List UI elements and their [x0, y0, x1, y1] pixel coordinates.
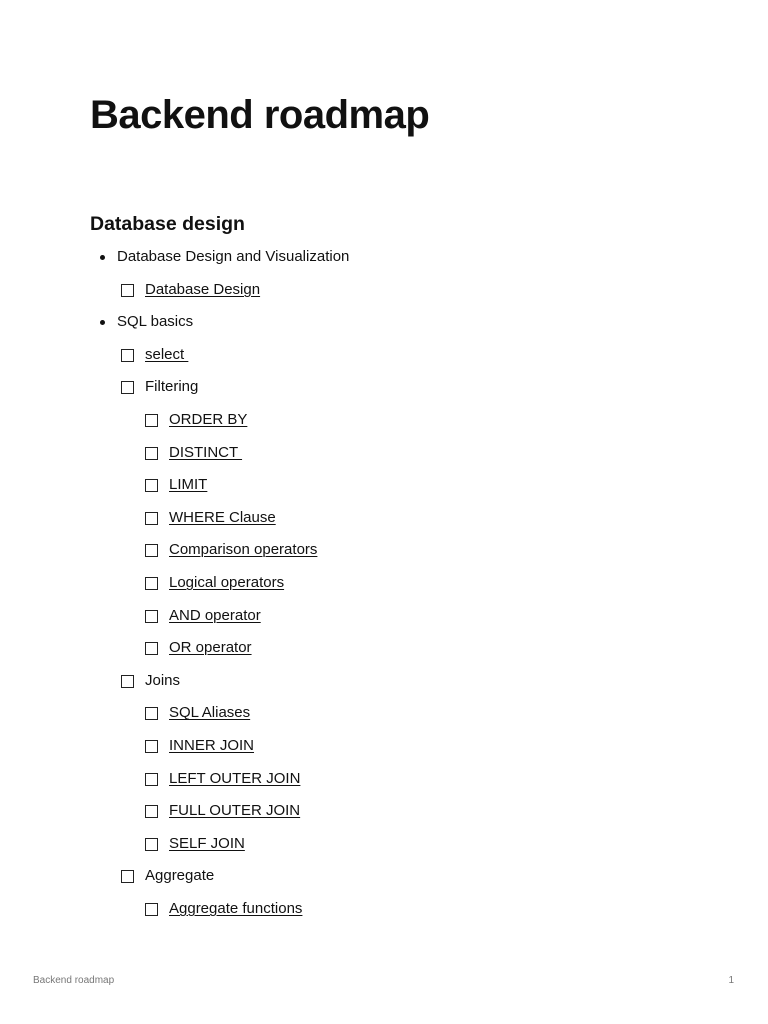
todo-item: [0, 734, 768, 758]
todo-item: [0, 441, 768, 465]
item-link[interactable]: DISTINCT: [169, 443, 243, 461]
item-link[interactable]: AND operator: [169, 606, 261, 624]
item-link[interactable]: FULL OUTER JOIN: [169, 802, 301, 820]
item-link[interactable]: ORDER BY: [169, 411, 248, 428]
page-title: Backend roadmap: [90, 93, 430, 137]
todo-checkbox[interactable]: [121, 675, 134, 688]
todo-item: [0, 864, 768, 888]
todo-item: [0, 897, 768, 921]
todo-item: [0, 799, 768, 823]
item-link[interactable]: select: [145, 345, 189, 363]
bullet-dot-icon: [100, 255, 105, 260]
footer-page-number: 1: [728, 975, 734, 986]
item-link[interactable]: Aggregate functions: [169, 900, 303, 917]
todo-checkbox[interactable]: [145, 512, 158, 525]
todo-checkbox[interactable]: [145, 838, 158, 851]
todo-checkbox[interactable]: [145, 707, 158, 720]
todo-checkbox[interactable]: [145, 544, 158, 557]
todo-checkbox[interactable]: [121, 349, 134, 362]
todo-checkbox[interactable]: [145, 447, 158, 460]
bullet-list-item: [0, 245, 768, 269]
todo-checkbox[interactable]: [145, 773, 158, 786]
todo-checkbox[interactable]: [145, 610, 158, 623]
bullet-list-item: [0, 310, 768, 334]
item-label: Filtering: [145, 378, 199, 396]
item-link[interactable]: Logical operators: [169, 574, 285, 591]
item-link[interactable]: Comparison operators: [169, 541, 318, 559]
todo-checkbox[interactable]: [145, 479, 158, 492]
todo-checkbox[interactable]: [121, 381, 134, 394]
item-link[interactable]: LIMIT: [169, 476, 208, 494]
item-link[interactable]: Database Design: [145, 280, 261, 298]
item-link[interactable]: SELF JOIN: [169, 834, 245, 852]
todo-checkbox[interactable]: [145, 805, 158, 818]
todo-checkbox[interactable]: [145, 414, 158, 427]
bullet-dot-icon: [100, 320, 105, 325]
item-link[interactable]: WHERE Clause: [169, 508, 276, 526]
item-link[interactable]: OR operator: [169, 639, 252, 657]
todo-item: [0, 767, 768, 791]
item-label: Database Design and Visualization: [117, 248, 350, 265]
todo-checkbox[interactable]: [145, 577, 158, 590]
footer-doc-title: Backend roadmap: [33, 975, 115, 986]
todo-item: [0, 343, 768, 367]
todo-item: [0, 473, 768, 497]
todo-checkbox[interactable]: [145, 903, 158, 916]
todo-item: [0, 571, 768, 595]
todo-checkbox[interactable]: [145, 740, 158, 753]
todo-item: [0, 375, 768, 399]
todo-item: [0, 701, 768, 725]
item-label: Aggregate: [145, 867, 215, 885]
todo-item: [0, 604, 768, 628]
todo-item: [0, 506, 768, 530]
section-heading: Database design: [90, 213, 245, 235]
todo-checkbox[interactable]: [145, 642, 158, 655]
todo-checkbox[interactable]: [121, 284, 134, 297]
item-label: Joins: [145, 671, 181, 689]
todo-item: [0, 832, 768, 856]
todo-checkbox[interactable]: [121, 870, 134, 883]
item-link[interactable]: INNER JOIN: [169, 737, 255, 754]
todo-item: [0, 278, 768, 302]
item-link[interactable]: SQL Aliases: [169, 704, 251, 722]
todo-item: [0, 636, 768, 660]
todo-item: [0, 669, 768, 693]
todo-item: [0, 408, 768, 432]
item-link[interactable]: LEFT OUTER JOIN: [169, 769, 301, 787]
todo-item: [0, 538, 768, 562]
item-label: SQL basics: [117, 313, 194, 331]
